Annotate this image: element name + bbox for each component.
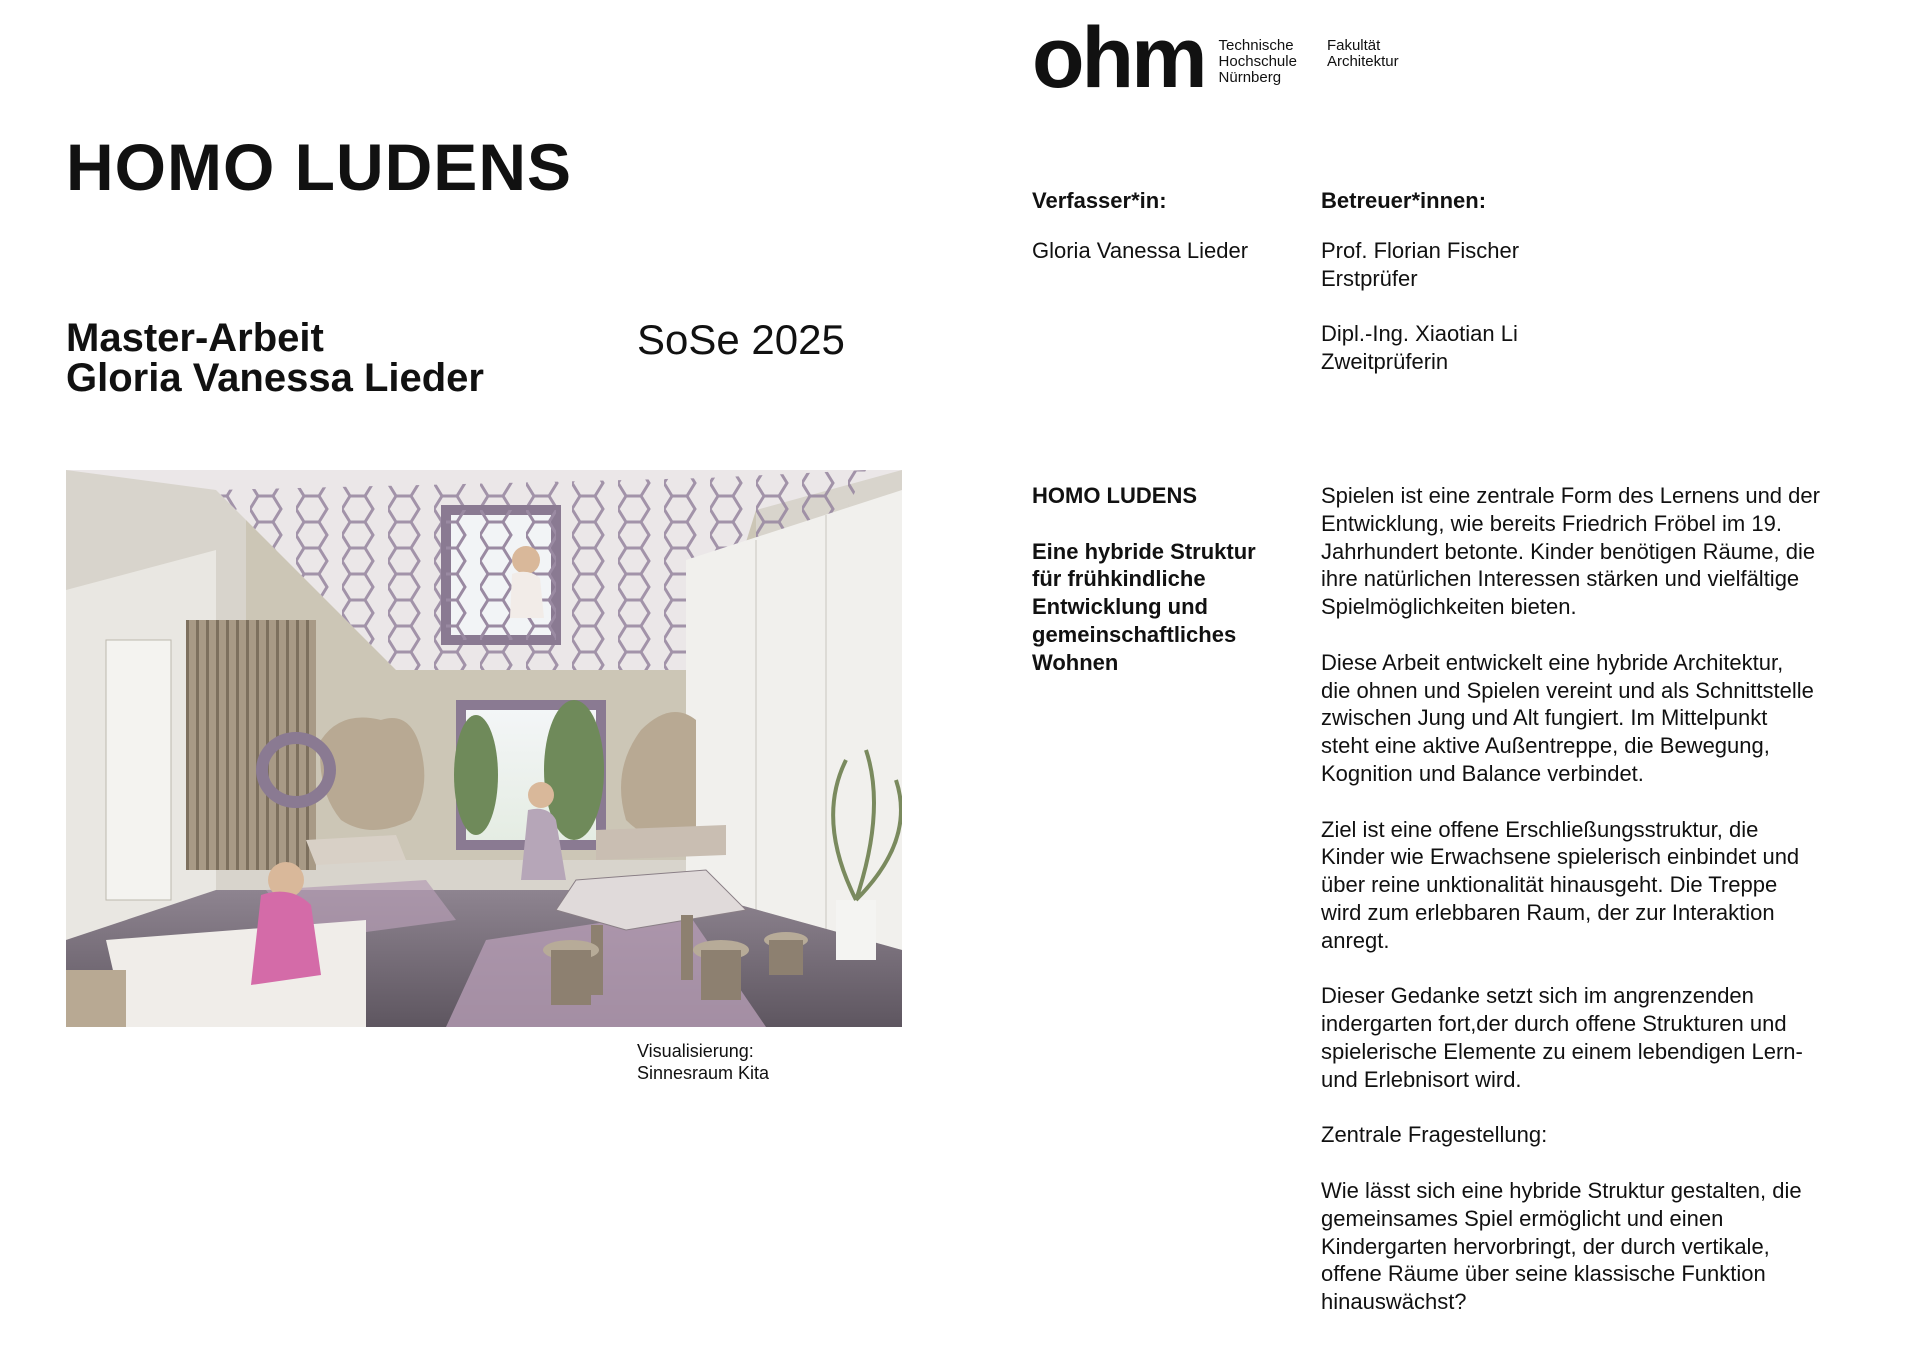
text-line: offene Räume über seine klassische Funktion — [1321, 1261, 1766, 1287]
tagline-line: Wohnen — [1032, 649, 1119, 675]
supervisor-1-role: Erstprüfer — [1321, 265, 1418, 291]
author-name-heading: Gloria Vanessa Lieder — [66, 356, 484, 400]
abstract-paragraph-1 — [1321, 482, 1901, 621]
institution-line: Nürnberg — [1218, 69, 1282, 86]
faculty-line: Architektur — [1326, 53, 1399, 70]
institution-line: Hochschule — [1218, 53, 1297, 70]
supervisor-1 — [1321, 237, 1519, 293]
author-name: Gloria Vanessa Lieder — [1032, 238, 1249, 263]
abstract-paragraph-4 — [1321, 982, 1901, 1093]
text-line: steht eine aktive Außentreppe, die Bewegung, — [1321, 733, 1770, 759]
text-line: Ziel ist eine offene Erschließungsstruktur, die — [1321, 816, 1759, 842]
text-line: Wie lässt sich eine hybride Struktur gestalten, die — [1321, 1177, 1802, 1203]
abstract-paragraph-2 — [1321, 649, 1901, 788]
text-line: Kindergarten hervorbringt, der durch vertikale, — [1321, 1233, 1770, 1259]
research-question — [1321, 1177, 1901, 1316]
institution-line: Technische — [1218, 37, 1294, 54]
supervisor-2-name: Dipl.-Ing. Xiaotian Li — [1321, 321, 1518, 346]
question-label: Zentrale Fragestellung: — [1321, 1122, 1548, 1148]
project-description-left — [1032, 482, 1256, 677]
text-line: Dieser Gedanke setzt sich im angrenzenden — [1321, 983, 1754, 1009]
text-line: wird zum erlebbaren Raum, der zur Interaktion — [1321, 899, 1775, 925]
semester-label: SoSe 2025 — [637, 316, 845, 363]
thesis-type: Master-Arbeit — [66, 316, 324, 360]
text-line: Kognition und Balance verbindet. — [1321, 760, 1644, 786]
project-heading: HOMO LUDENS — [1032, 483, 1197, 508]
author-label: Verfasser*in: — [1032, 188, 1167, 213]
caption-line-1: Visualisierung: — [637, 1041, 754, 1061]
image-caption — [637, 1040, 769, 1084]
text-line: Diese Arbeit entwickelt eine hybride Architektur, — [1321, 649, 1784, 675]
text-line: Spielmöglichkeiten bieten. — [1321, 594, 1577, 620]
abstract-text — [1321, 482, 1901, 1316]
text-line: Kinder wie Erwachsene spielerisch einbindet und — [1321, 844, 1800, 870]
text-line: gemeinsames Spiel ermöglicht und einen — [1321, 1205, 1724, 1231]
text-line: und Erlebnisort wird. — [1321, 1066, 1522, 1092]
supervisor-1-name: Prof. Florian Fischer — [1321, 238, 1520, 263]
project-subtitle — [66, 318, 484, 398]
supervisor-2 — [1321, 320, 1518, 376]
tagline-line: Entwicklung und — [1032, 594, 1208, 620]
text-line: Spielen ist eine zentrale Form des Lernens und der — [1321, 483, 1820, 508]
text-line: über reine unktionalität hinausgeht. Die Treppe — [1321, 872, 1778, 898]
text-line: die ohnen und Spielen vereint und als Schnittstelle — [1321, 677, 1814, 703]
text-line: Entwicklung, wie bereits Friedrich Fröbel im 19. — [1321, 510, 1782, 536]
text-line: anregt. — [1321, 927, 1390, 953]
abstract-paragraph-3 — [1321, 816, 1901, 955]
faculty-name — [1327, 38, 1399, 70]
tagline-line: Eine hybride Struktur — [1032, 538, 1256, 564]
caption-line-2: Sinnesraum Kita — [637, 1063, 770, 1083]
tagline-line: gemeinschaftliches — [1032, 621, 1237, 647]
supervisor-2-role: Zweitprüferin — [1321, 348, 1449, 374]
project-tagline — [1032, 538, 1256, 677]
text-line: spielerische Elemente zu einem lebendigen Lern- — [1321, 1038, 1803, 1064]
supervisors-label: Betreuer*innen: — [1321, 188, 1487, 213]
text-line: ihre natürlichen Interessen stärken und vielfältige — [1321, 566, 1800, 592]
university-logo — [1032, 10, 1399, 106]
text-line: hinauswächst? — [1321, 1289, 1467, 1315]
text-line: zwischen Jung und Alt fungiert. Im Mittelpunkt — [1321, 705, 1768, 731]
institution-name — [1219, 38, 1297, 86]
faculty-line: Fakultät — [1326, 37, 1381, 54]
interior-visualization-image — [66, 470, 902, 1027]
text-line: Jahrhundert betonte. Kinder benötigen Räume, die — [1321, 538, 1816, 564]
text-line: indergarten fort,der durch offene Strukturen und — [1321, 1011, 1787, 1037]
tagline-line: für frühkindliche — [1032, 566, 1206, 592]
ohm-wordmark: ohm — [1032, 10, 1205, 106]
page-title: HOMO LUDENS — [66, 130, 572, 204]
